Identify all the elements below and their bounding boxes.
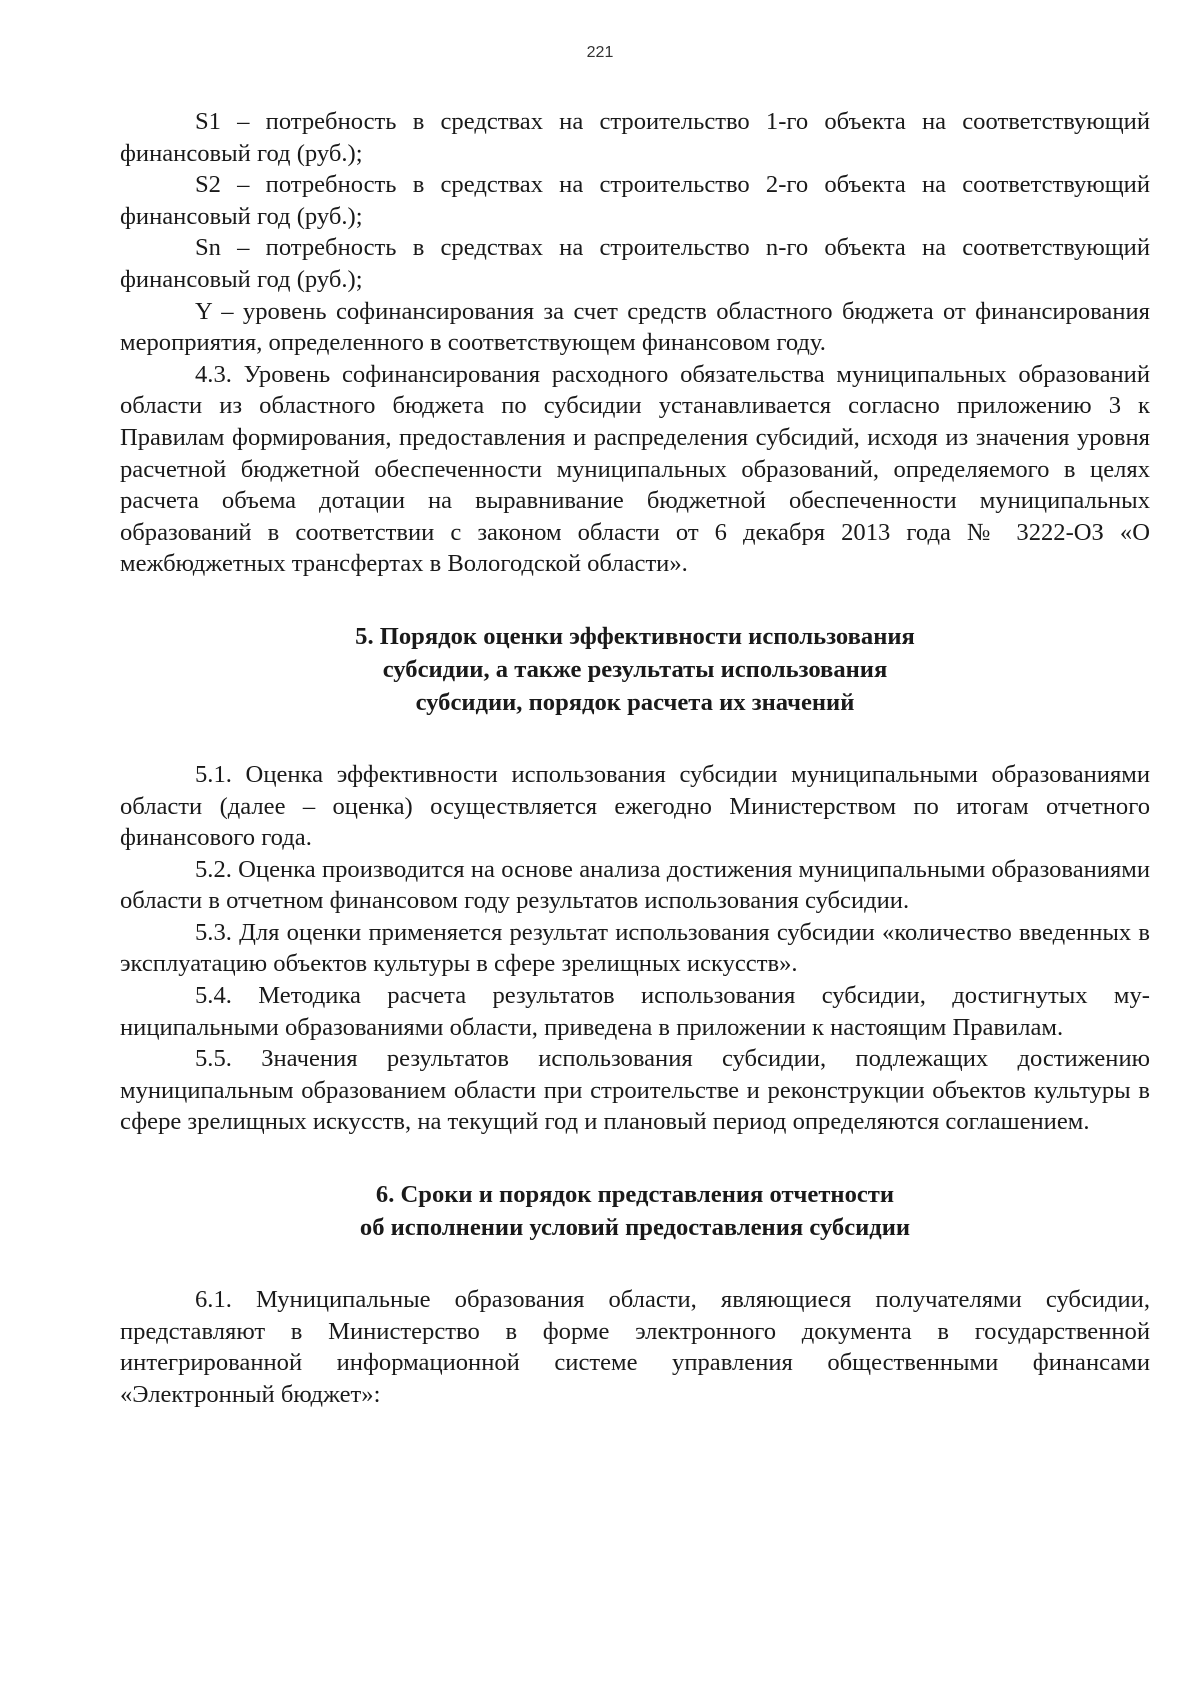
section-6-heading-line: об исполнении условий предоставления субсидии [359, 1214, 911, 1242]
document-body [120, 106, 1150, 1410]
paragraph-5-3: 5.3. Для оценки применяется результат использования субсидии «количество введенных в эксплуатацию объектов культуры в сфере зрелищных искусств». [120, 918, 1150, 978]
section-5-heading-line: 5. Порядок оценки эффективности использования [355, 622, 915, 650]
section-5-heading-line: субсидии, порядок расчета их значений [415, 688, 855, 716]
paragraph-s2: S2 – потребность в средствах на строительство 2-го объекта на соответствующий финансовый год (руб.); [120, 171, 1150, 230]
paragraph-sn: Sn – потребность в средствах на строительство n-го объекта на соответствующий финансовый год (руб.); [120, 234, 1150, 293]
paragraph-5-5: 5.5. Значения результатов использования субсидии, подлежащих достижению муниципальным образованием области при строительстве и реконструкции объектов культуры в сфере зрелищных искусств, на текущий год и плановый период определяются соглашением. [120, 1045, 1150, 1136]
page-number: 221 [586, 44, 614, 61]
paragraph-s1: S1 – потребность в средствах на строительство 1-го объекта на соответствующий финансовый год (руб.); [120, 108, 1150, 167]
paragraph-y: Y – уровень софинансирования за счет средств областного бюджета от финансирования мероприятия, определенного в соответствующем финансовом году. [120, 297, 1150, 357]
section-5-heading [120, 620, 1150, 719]
section-5-heading-line: субсидии, а также результаты использования [382, 655, 888, 683]
paragraph-4-3: 4.3. Уровень софинансирования расходного обязательства муниципальных образований области из областного бюджета по субсидии устанавливается согласно приложению 3 к Правилам формирования, предоставления и распределения субсидий, исходя из значения уровня расчетной бюджетной обеспеченности муниципальных образований, определяемого в целях расчета объема дотации на выравнивание бюджетной обеспеченности муниципальных образований в соответствии с законом области от 6 декабря 2013 года № 3222-ОЗ «О межбюджетных трансфертах в Вологодской области». [120, 360, 1150, 578]
paragraph-5-4: 5.4. Методика расчета результатов использования субсидии, достигнутых муниципальными образованиями области, приведена в приложении к настоящим Правилам. [120, 982, 1150, 1041]
paragraph-5-1: 5.1. Оценка эффективности использования субсидии муниципальными образованиями области (далее – оценка) осуществляется ежегодно Министерством по итогам отчетного финансового года. [120, 760, 1150, 852]
paragraph-6-1: 6.1. Муниципальные образования области, являющиеся получателями субсидии, представляют в Министерство в форме электронного документа в государственной интегрированной информационной системе управления общественными финансами «Электронный бюджет»: [120, 1286, 1150, 1408]
section-6-heading-line: 6. Сроки и порядок представления отчетности [375, 1181, 895, 1209]
section-6-heading [120, 1178, 1150, 1244]
paragraph-5-2: 5.2. Оценка производится на основе анализа достижения муниципальными образованиями области в отчетном финансовом году результатов использования субсидии. [120, 855, 1150, 915]
